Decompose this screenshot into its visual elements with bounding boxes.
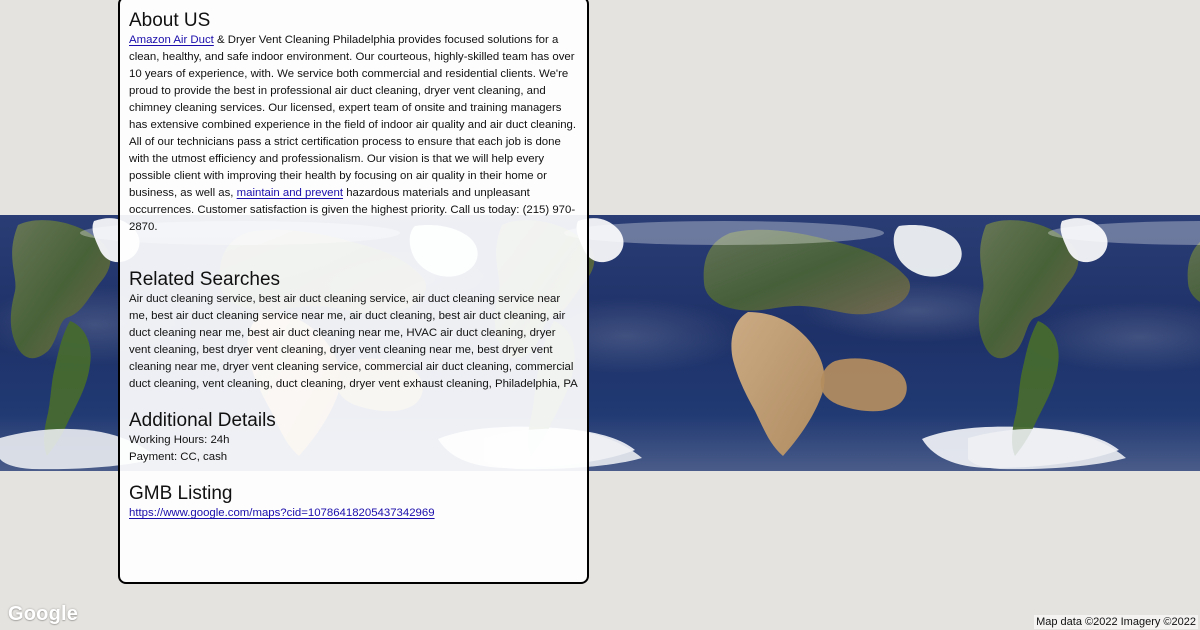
related-searches-text: Air duct cleaning service, best air duct cleaning service, air duct cleaning service near me, best air duct cleaning service near me, air duct cleaning, best air duct cleaning, air duct cleaning near me, best air duct cleaning near me, HVAC air duct cleaning, dryer vent cleaning, best dryer vent cleaning, dryer vent cleaning near me, best dryer vent cleaning near me, dryer vent cleaning service, commercial air duct cleaning, commercial duct cleaning, vent cleaning, duct cleaning, dryer vent exhaust cleaning, Philadelphia, PA bbox=[129, 293, 578, 390]
related-searches-title: Related Searches bbox=[129, 269, 281, 290]
about-paragraph-1 bbox=[129, 32, 578, 134]
amazon-air-duct-link[interactable]: Amazon Air Duct bbox=[129, 34, 214, 46]
gmb-listing-link[interactable]: https://www.google.com/maps?cid=10786418205437342969 bbox=[129, 507, 435, 519]
about-paragraph-2-text-before-link: All of our technicians pass a strict certification process to ensure that each job is done with the utmost efficiency and professionalism. Our vision is that we will help every possible client with improving their health by focusing on air quality in their home or business, as well as, bbox=[129, 136, 561, 199]
about-paragraph-2 bbox=[129, 134, 578, 236]
about-paragraph-1-text: & Dryer Vent Cleaning Philadelphia provides focused solutions for a clean, healthy, and safe indoor environment. Our courteous, highly-skilled team has over 10 years of experience, with. We service both commercial and residential clients. We're proud to provide the best in professional air duct cleaning, dryer vent cleaning, and chimney cleaning services. Our licensed, expert team of onsite and training managers has extensive combined experience in the field of indoor air quality and air duct cleaning. bbox=[129, 34, 577, 131]
additional-details-title: Additional Details bbox=[129, 410, 276, 431]
section-spacer bbox=[129, 393, 578, 410]
payment-text: Payment: CC, cash bbox=[129, 451, 228, 463]
about-paragraph-2-text-after-link: hazardous materials and unpleasant occurrences. Customer satisfaction is given the highest priority. Call us today: (215) 970-2870. bbox=[129, 187, 576, 233]
working-hours-text: Working Hours: 24h bbox=[129, 434, 230, 446]
business-info-panel bbox=[118, 0, 589, 584]
gmb-listing-url-row bbox=[129, 505, 578, 522]
about-us-title: About US bbox=[129, 10, 211, 31]
section-spacer bbox=[129, 236, 578, 269]
google-logo: Google bbox=[8, 603, 79, 625]
gmb-listing-title: GMB Listing bbox=[129, 483, 233, 504]
maintain-and-prevent-link[interactable]: maintain and prevent bbox=[236, 187, 344, 199]
map-attribution: Map data ©2022 Imagery ©2022 bbox=[1036, 616, 1196, 628]
section-spacer bbox=[129, 466, 578, 483]
